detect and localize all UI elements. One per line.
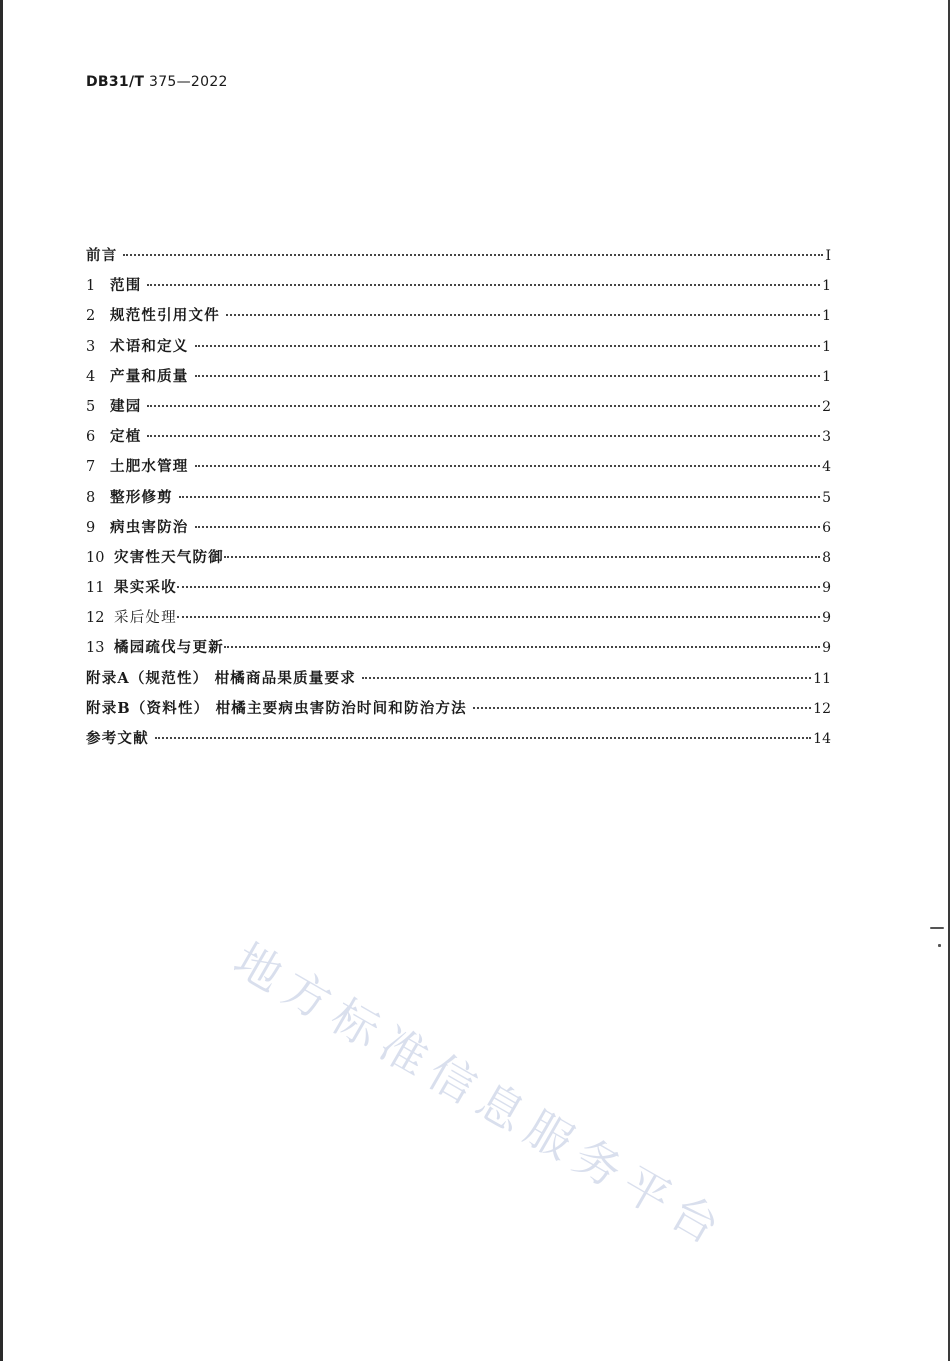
toc-page-number: 1 — [822, 308, 831, 325]
toc-label: 定植 — [110, 428, 142, 446]
toc-label: 果实采收 — [114, 579, 177, 597]
scan-speck — [938, 944, 941, 947]
toc-label: 灾害性天气防御 — [114, 548, 224, 566]
toc-label: 术语和定义 — [110, 337, 189, 355]
toc-leader-dots — [195, 465, 821, 467]
document-code-number: 375—2022 — [149, 74, 228, 90]
toc-page-number: 11 — [813, 670, 831, 687]
toc-leader-dots — [195, 375, 821, 377]
toc-label: 整形修剪 — [110, 488, 173, 506]
toc-number: 7 — [86, 459, 96, 476]
toc-page-number: 1 — [822, 338, 831, 355]
toc-leader-dots — [177, 616, 820, 618]
toc-number: 4 — [86, 368, 96, 385]
toc-label: 参考文献 — [86, 730, 149, 747]
toc-entry-12[interactable] — [86, 606, 831, 636]
toc-number: 3 — [86, 338, 96, 355]
table-of-contents — [86, 244, 831, 757]
toc-leader-dots — [473, 707, 811, 709]
toc-page-number: 12 — [813, 700, 831, 717]
toc-entry-1[interactable] — [86, 274, 831, 304]
toc-label: 采后处理 — [114, 610, 177, 627]
toc-leader-dots — [195, 345, 821, 347]
toc-page-number: 9 — [822, 610, 831, 627]
toc-page-number: 3 — [822, 429, 831, 446]
toc-page-number: 14 — [813, 731, 831, 747]
toc-label: 附录B（资料性） 柑橘主要病虫害防治时间和防治方法 — [86, 699, 467, 717]
toc-entry-6[interactable] — [86, 425, 831, 455]
document-code-prefix: DB31/T — [86, 74, 145, 90]
toc-leader-dots — [224, 646, 820, 648]
toc-label: 建园 — [110, 397, 142, 415]
toc-page-number: I — [825, 248, 831, 264]
toc-leader-dots — [179, 496, 820, 498]
toc-label: 土肥水管理 — [110, 458, 189, 476]
toc-page-number: 6 — [822, 519, 831, 536]
toc-label: 橘园疏伐与更新 — [114, 639, 224, 657]
toc-page-number: 9 — [822, 640, 831, 657]
toc-entry-5[interactable] — [86, 395, 831, 425]
toc-entry-10[interactable] — [86, 546, 831, 576]
toc-label: 附录A（规范性） 柑橘商品果质量要求 — [86, 669, 356, 687]
toc-entry-4[interactable] — [86, 365, 831, 395]
toc-page-number: 5 — [822, 489, 831, 506]
toc-number: 5 — [86, 398, 96, 415]
watermark: 地方标准信息服务平台 — [225, 932, 737, 1259]
toc-leader-dots — [147, 284, 820, 286]
toc-number: 12 — [86, 610, 105, 627]
toc-label: 产量和质量 — [110, 367, 189, 385]
toc-leader-dots — [226, 314, 820, 316]
toc-page-number: 4 — [822, 459, 831, 476]
toc-leader-dots — [177, 586, 820, 588]
toc-label: 范围 — [110, 277, 142, 295]
toc-label: 规范性引用文件 — [110, 307, 220, 325]
toc-entry-2[interactable] — [86, 304, 831, 334]
toc-entry-7[interactable] — [86, 455, 831, 485]
toc-leader-dots — [155, 737, 811, 739]
toc-leader-dots — [362, 677, 811, 679]
document-code — [86, 74, 228, 90]
toc-leader-dots — [147, 435, 820, 437]
toc-entry-11[interactable] — [86, 576, 831, 606]
toc-number: 10 — [86, 549, 105, 566]
toc-page-number: 8 — [822, 549, 831, 566]
toc-number: 13 — [86, 640, 105, 657]
toc-number: 1 — [86, 278, 96, 295]
toc-page-number: 2 — [822, 398, 831, 415]
toc-leader-dots — [195, 526, 821, 528]
toc-entry-3[interactable] — [86, 335, 831, 365]
toc-number: 2 — [86, 308, 96, 325]
scan-speck — [930, 927, 944, 929]
toc-entry-bibliography[interactable] — [86, 727, 831, 757]
page-edge-left — [0, 0, 3, 1361]
toc-entry-9[interactable] — [86, 516, 831, 546]
toc-page-number: 9 — [822, 580, 831, 597]
toc-label: 病虫害防治 — [110, 518, 189, 536]
toc-leader-dots — [224, 556, 820, 558]
toc-number: 9 — [86, 519, 96, 536]
toc-entry-annex-b[interactable] — [86, 697, 831, 727]
toc-entry-annex-a[interactable] — [86, 667, 831, 697]
toc-number: 6 — [86, 429, 96, 446]
toc-entry-13[interactable] — [86, 636, 831, 666]
toc-number: 11 — [86, 580, 105, 597]
toc-leader-dots — [147, 405, 820, 407]
toc-leader-dots — [123, 254, 823, 256]
toc-page-number: 1 — [822, 368, 831, 385]
toc-entry-foreword[interactable] — [86, 244, 831, 274]
toc-entry-8[interactable] — [86, 486, 831, 516]
toc-label: 前言 — [86, 247, 118, 264]
toc-page-number: 1 — [822, 278, 831, 295]
toc-number: 8 — [86, 489, 96, 506]
